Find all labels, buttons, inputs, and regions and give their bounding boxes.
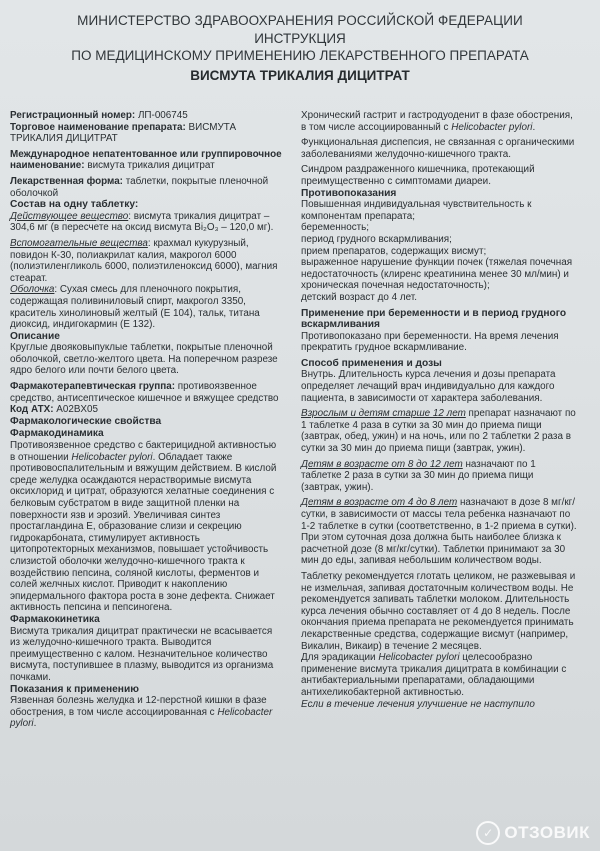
right-column <box>287 110 577 851</box>
trade-name: Торговое наименование препарата: ВИСМУТА ТРИКАЛИЯ ДИЦИТРАТ <box>10 121 237 145</box>
drug-title: ВИСМУТА ТРИКАЛИЯ ДИЦИТРАТ <box>190 68 410 83</box>
registration-number: Регистрационный номер: ЛП-006745 <box>10 110 188 121</box>
auxiliary-substances: Вспомогательные вещества: крахмал кукурузный, повидон К-30, полиакрилат калия, макрогол 6000 (полиэтиленгликоль 6000, полиэтиленоксид 6000), магния стеарат. <box>10 237 278 284</box>
coating: Оболочка: Сухая смесь для пленочного покрытия, содержащая поливиниловый спирт, макрогол 3350, краситель хинолиновый желтый (Е 104), тальк, титана диоксид, индигокармин (Е 132). <box>10 284 260 331</box>
contraindication-item: беременность; <box>301 222 370 234</box>
dyspepsia-indication: Функциональная диспепсия, не связанная с органическими заболеваниями желудочно-кишечного тракта. <box>301 137 575 160</box>
adults-dosage: Взрослым и детям старше 12 лет препарат назначают по 1 таблетке 4 раза в сутки за 30 мин до приема пищи (завтрак, обед, ужин) и на ночь, или по 2 таблетки 2 раза в сутки за 30 мин до приема пищи (завтрак, ужин). <box>301 408 576 455</box>
gastritis-indication: Хронический гастрит и гастродуоденит в фазе обострения, в том числе ассоциированный с Helicobacter pylori. <box>301 110 573 133</box>
instruction-heading: ИНСТРУКЦИЯ <box>254 31 346 46</box>
dosage-form: Лекарственная форма: таблетки, покрытые пленочной оболочкой <box>10 175 269 199</box>
instruction-columns <box>10 110 592 851</box>
description-text: Круглые двояковыпуклые таблетки, покрытые пленочной оболочкой, светло-желтого цвета. На поперечном разрезе ядро белого или почти белого цвета. <box>10 342 278 377</box>
kids-8-12-dosage: Детям в возрасте от 8 до 12 лет назначают по 1 таблетке 2 раза в сутки за 30 мин до приема пищи (завтрак, ужин). <box>301 458 536 493</box>
kids-4-8-dosage: Детям в возрасте от 4 до 8 лет назначают в дозе 8 мг/кг/сутки, в зависимости от массы тела ребенка назначают по 1-2 таблетке в сутки (соответственно, в 1-2 приема в сутки). При этом суточная доза должна быть наиболее близка к расчетной дозе (8 мг/кг/сутки). Таблетки принимают за 30 мин до еды, запивая небольшим количеством воды. <box>301 497 577 567</box>
pharm-group: Фармакотерапевтическая группа: противоязвенное средство, антисептическое кишечное и вяжущее средство <box>10 381 279 404</box>
contraindications-title: Противопоказания <box>301 187 397 199</box>
pregnancy-title: Применение при беременности и в период грудного вскармливания <box>301 307 567 331</box>
contraindication-item: Повышенная индивидуальная чувствительность к компонентам препарата; <box>301 199 532 222</box>
description-title: Описание <box>10 330 60 342</box>
otzovik-logo-icon: ✓ <box>476 821 500 845</box>
composition-title: Состав на одну таблетку: <box>10 199 139 211</box>
watermark-brand: ОТЗОВИК <box>504 823 590 842</box>
properties-title: Фармакологические свойства <box>10 415 162 427</box>
eradication-text: Для эрадикации Helicobacter pylori целесообразно применение висмута трикалия дицитрата в комбинации с антибактериальными препаратами, обладающими антихеликобактерной активностью. <box>301 652 567 698</box>
pharmacodynamics-text: Противоязвенное средство с бактерицидной активностью в отношении Helicobacter pylori. Обладает также противовоспалительным и вяжущим действием. В кислой среде желудка осаждаются нерастворимые висмута оксихлорид и цитрат, образуются хелатные соединения с белковым субстратом в виде защитной пленки на поверхности язв и эрозий. Увеличивая синтез простагландина Е, образование слизи и секрецию гидрокарбоната, стимулирует активность цитопротекторных механизмов, повышает устойчивость слизистой оболочки желудочно-кишечного тракта к воздействию пепсина, соляной кислоты, ферментов и солей желчных кислот. Приводит к накоплению эпидермального фактора роста в зоне дефекта. Снижает активность пепсина и пепсиногена. <box>10 440 277 614</box>
contraindication-item: прием препаратов, содержащих висмут; <box>301 245 487 257</box>
document-header <box>0 0 600 86</box>
purpose-heading: ПО МЕДИЦИНСКОМУ ПРИМЕНЕНИЮ ЛЕКАРСТВЕННОГО ПРЕПАРАТА <box>71 48 529 63</box>
pharmacokinetics-text: Висмута трикалия дицитрат практически не всасывается из желудочно-кишечного тракта. Выводится преимущественно с калом. Незначительное количество висмута, поступившее в плазму, выводится из организма почками. <box>10 625 274 683</box>
atx-code: Код АТХ: A02BX05 <box>10 404 98 416</box>
pharmacokinetics-title: Фармакокинетика <box>10 613 100 625</box>
swallow-instructions: Таблетку рекомендуется глотать целиком, не разжевывая и не измельчая, запивая достаточным количеством воды. Не рекомендуется запивать таблетки молоком. Длительность курса лечения обычно составляет от 4 до 8 недель. После окончания приема препарата не рекомендуется принимать лекарственные средства, содержащие висмут (например, Викалин, Викаир) в течение 2 месяцев. <box>301 570 576 652</box>
contraindication-item: период грудного вскармливания; <box>301 233 452 245</box>
ministry-heading: МИНИСТЕРСТВО ЗДРАВООХРАНЕНИЯ РОССИЙСКОЙ ФЕДЕРАЦИИ <box>77 13 523 28</box>
otzovik-watermark <box>476 821 590 845</box>
indications-title: Показания к применению <box>10 683 139 695</box>
pharmacodynamics-title: Фармакодинамика <box>10 428 104 440</box>
inn-name: Международное непатентованное или группировочное наименование: висмута трикалия дицитрат <box>10 148 282 172</box>
left-column <box>10 110 287 851</box>
contraindication-item: детский возраст до 4 лет. <box>301 291 417 303</box>
active-substance: Действующее вещество: висмута трикалия дицитрат – 304,6 мг (в пересчете на оксид висмута Bi₂O₃ – 120,0 мг). <box>10 210 274 234</box>
indications-text: Язвенная болезнь желудка и 12-перстной кишки в фазе обострения, в том числе ассоциированная с Helicobacter pylori. <box>10 695 273 730</box>
ibs-indication: Синдром раздраженного кишечника, протекающий преимущественно с симптомами диареи. <box>301 164 535 187</box>
pregnancy-text: Противопоказано при беременности. На время лечения прекратить грудное вскармливание. <box>301 330 559 354</box>
last-line: Если в течение лечения улучшение не наступило <box>301 698 535 710</box>
dosage-title: Способ применения и дозы <box>301 357 442 369</box>
contraindication-item: выраженное нарушение функции почек (тяжелая почечная недостаточность (клиренс креатинина менее 30 мл/мин) и хроническая почечная недостаточность); <box>301 257 573 292</box>
dosage-intro: Внутрь. Длительность курса лечения и дозы препарата определяет лечащий врач индивидуально для каждого пациента, в зависимости от характера заболевания. <box>301 369 556 404</box>
